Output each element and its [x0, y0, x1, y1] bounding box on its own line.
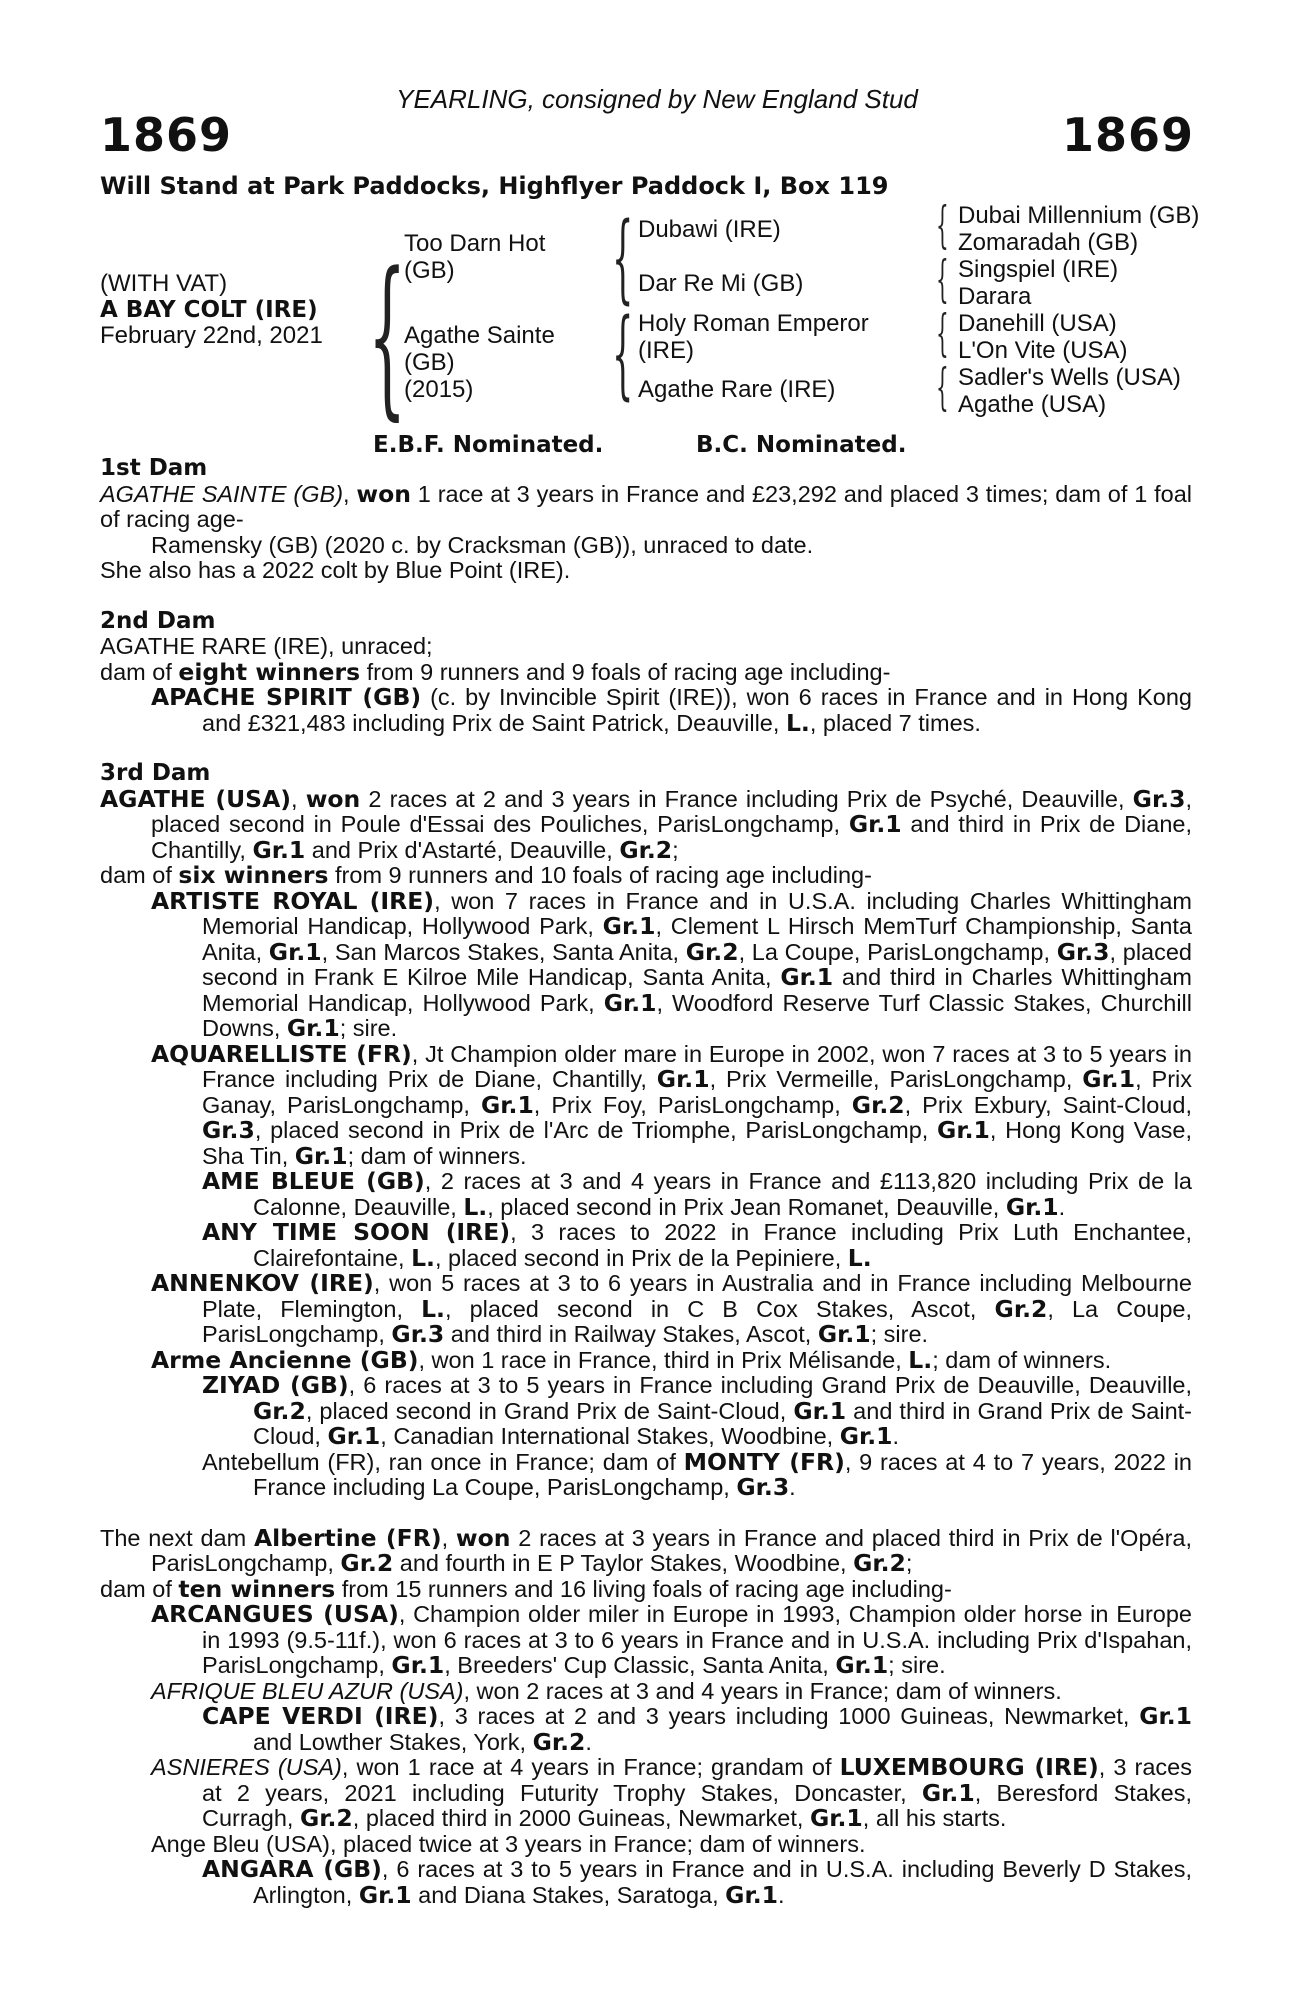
- vat-note: (WITH VAT): [100, 270, 228, 297]
- produce-aquarelliste: AQUARELLISTE (FR), Jt Champion older mare in Europe in 2002, won 7 races at 3 to 5 years in France including Prix de Diane, Chantilly, Gr.1, Prix Vermeille, ParisLongchamp, Gr.1, Prix Ganay, ParisLongchamp, Gr.1, Prix Foy, ParisLongchamp, Gr.2, Prix Exbury, Saint-Cloud, Gr.3, placed second in Prix de l'Arc de Triomphe, ParisLongchamp, Gr.1, Hong Kong Vase, Sha Tin, Gr.1; dam of winners.: [151, 1039, 1193, 1170]
- produce-ziyad: ZIYAD (GB), 6 races at 3 to 5 years in France including Grand Prix de Deauville, Deauville, Gr.2, placed second in Grand Prix de Saint-Cloud, Gr.1 and third in Grand Prix de Saint-Cloud, Gr.1, Canadian International Stakes, Woodbine, Gr.1.: [202, 1371, 1193, 1450]
- sire-country: (GB): [404, 257, 455, 284]
- gen4-1: Dubai Millennium (GB): [958, 202, 1200, 229]
- dam-brace: {: [612, 298, 634, 410]
- produce-artiste-royal: ARTISTE ROYAL (IRE), won 7 races in France and in U.S.A. including Charles Whittingham Memorial Handicap, Hollywood Park, Gr.1, Clement L Hirsch MemTurf Championship, Santa Anita, Gr.1, San Marcos Stakes, Santa Anita, Gr.2, La Coupe, ParisLongchamp, Gr.3, placed second in Frank E Kilroe Mile Handicap, Santa Anita, Gr.1 and third in Charles Whittingham Memorial Handicap, Hollywood Park, Gr.1, Woodford Reserve Turf Classic Stakes, Churchill Downs, Gr.1; sire.: [151, 886, 1192, 1042]
- first-dam-heading: 1st Dam: [100, 455, 208, 481]
- produce-arcangues: ARCANGUES (USA), Champion older miler in Europe in 1993, Champion older horse in Europe in 1993 (9.5-11f.), won 6 races at 3 to 6 years in France and in U.S.A. including Prix d'Ispahan, ParisLongchamp, Gr.1, Breeders' Cup Classic, Santa Anita, Gr.1; sire.: [151, 1600, 1192, 1679]
- produce-ange-bleu: Ange Bleu (USA), placed twice at 3 years in France; dam of winners.: [151, 1830, 866, 1857]
- produce-arme-ancienne: Arme Ancienne (GB), won 1 race in France, third in Prix Mélisande, L.; dam of winners.: [151, 1345, 1112, 1374]
- bc-nomination: B.C. Nominated.: [696, 432, 907, 458]
- produce-antebellum: Antebellum (FR), ran once in France; dam of MONTY (FR), 9 races at 4 to 7 years, 2022 in France including La Coupe, ParisLongchamp, Gr.3.: [202, 1447, 1192, 1501]
- horse-name: A BAY COLT (IRE): [100, 297, 318, 323]
- pedigree-brace: {: [368, 235, 407, 436]
- produce-asnieres: ASNIERES (USA), won 1 race at 4 years in France; grandam of LUXEMBOURG (IRE), 3 races at 2 years, 2021 including Futurity Trophy Stakes, Doncaster, Gr.1, Beresford Stakes, Curragh, Gr.2, placed third in 2000 Guineas, Newmarket, Gr.1, all his starts.: [151, 1753, 1193, 1832]
- gen4-5: Danehill (USA): [958, 310, 1117, 337]
- produce-afrique-bleu-azur: AFRIQUE BLEU AZUR (USA), won 2 races at 3 and 4 years in France; dam of winners.: [151, 1677, 1062, 1704]
- dam-country: (GB): [404, 349, 455, 376]
- gen4-7: Sadler's Wells (USA): [958, 364, 1181, 391]
- dam-year: (2015): [404, 376, 474, 403]
- gen4-8: Agathe (USA): [958, 391, 1107, 418]
- lot-number-left: 1869: [100, 108, 233, 162]
- produce-any-time-soon: ANY TIME SOON (IRE), 3 races to 2022 in France including Prix Luth Enchantee, Clairefontaine, L., placed second in Prix de la Pepiniere, L.: [202, 1218, 1192, 1272]
- sire-sire: Dubawi (IRE): [638, 216, 781, 243]
- dam-sire: Holy Roman Emperor: [638, 310, 869, 337]
- foaling-date: February 22nd, 2021: [100, 322, 323, 349]
- produce-annenkov: ANNENKOV (IRE), won 5 races at 3 to 6 years in Australia and in France including Melbourne Plate, Flemington, L., placed second in C B Cox Stakes, Ascot, Gr.2, La Coupe, ParisLongchamp, Gr.3 and third in Railway Stakes, Ascot, Gr.1; sire.: [151, 1269, 1193, 1348]
- gen4-brace-1: {: [936, 196, 949, 254]
- stabling-location: Will Stand at Park Paddocks, Highflyer Paddock I, Box 119: [100, 172, 889, 200]
- sire-dam: Dar Re Mi (GB): [638, 270, 804, 297]
- next-dam-paragraph: The next dam Albertine (FR), won 2 races at 3 years in France and placed third in Prix de l'Opéra, ParisLongchamp, Gr.2 and fourth in E P Taylor Stakes, Woodbine, Gr.2;: [100, 1523, 1193, 1577]
- dam-dam: Agathe Rare (IRE): [638, 376, 836, 403]
- consignment-line: YEARLING, consigned by New England Stud: [396, 84, 918, 114]
- produce-record: [100, 456, 1192, 1908]
- second-dam-paragraph: AGATHE RARE (IRE), unraced;: [100, 633, 433, 659]
- produce-cape-verdi: CAPE VERDI (IRE), 3 races at 2 and 3 years including 1000 Guineas, Newmarket, Gr.1 and Lowther Stakes, York, Gr.2.: [202, 1702, 1192, 1756]
- gen4-6: L'On Vite (USA): [958, 337, 1128, 364]
- gen4-2: Zomaradah (GB): [958, 229, 1139, 256]
- produce-ame-bleue: AME BLEUE (GB), 2 races at 3 and 4 years in France and £113,820 including Prix de la Calonne, Deauville, L., placed second in Prix Jean Romanet, Deauville, Gr.1.: [202, 1167, 1192, 1221]
- next-dam-record: dam of ten winners from 15 runners and 16 living foals of racing age including-: [100, 1574, 952, 1603]
- ebf-nomination: E.B.F. Nominated.: [373, 432, 604, 458]
- gen4-brace-3: {: [936, 304, 949, 362]
- first-dam-note: She also has a 2022 colt by Blue Point (IRE).: [100, 557, 571, 583]
- produce-angara: ANGARA (GB), 6 races at 3 to 5 years in France and in U.S.A. including Beverly D Stakes, Arlington, Gr.1 and Diana Stakes, Saratoga, Gr.1.: [202, 1855, 1192, 1909]
- third-dam-paragraph: AGATHE (USA), won 2 races at 2 and 3 years in France including Prix de Psyché, Deauville, Gr.3, placed second in Poule d'Essai des Pouliches, ParisLongchamp, Gr.1 and third in Prix de Diane, Chantilly, Gr.1 and Prix d'Astarté, Deauville, Gr.2;: [100, 784, 1192, 864]
- gen4-4: Darara: [958, 283, 1032, 310]
- second-dam-heading: 2nd Dam: [100, 607, 216, 634]
- sire-brace: {: [612, 202, 634, 314]
- third-dam-heading: 3rd Dam: [100, 760, 211, 786]
- second-dam-produce: APACHE SPIRIT (GB) (c. by Invincible Spirit (IRE)), won 6 races in France and in Hong Kong and £321,483 including Prix de Saint Patrick, Deauville, L., placed 7 times.: [151, 683, 1192, 737]
- second-dam-record: dam of eight winners from 9 runners and 9 foals of racing age including-: [100, 657, 891, 686]
- gen4-brace-4: {: [936, 358, 949, 416]
- first-dam-produce: Ramensky (GB) (2020 c. by Cracksman (GB)), unraced to date.: [151, 531, 814, 558]
- gen4-3: Singspiel (IRE): [958, 256, 1119, 283]
- lot-number-right: 1869: [1061, 108, 1194, 162]
- sire-name: Too Darn Hot: [404, 230, 546, 257]
- third-dam-record: dam of six winners from 9 runners and 10 foals of racing age including-: [100, 861, 872, 889]
- gen4-brace-2: {: [936, 250, 949, 308]
- dam-sire-country: (IRE): [638, 337, 694, 364]
- dam-name: Agathe Sainte: [404, 322, 555, 349]
- first-dam-paragraph: AGATHE SAINTE (GB), won 1 race at 3 years in France and £23,292 and placed 3 times; dam of 1 foal of racing age-: [100, 479, 1192, 532]
